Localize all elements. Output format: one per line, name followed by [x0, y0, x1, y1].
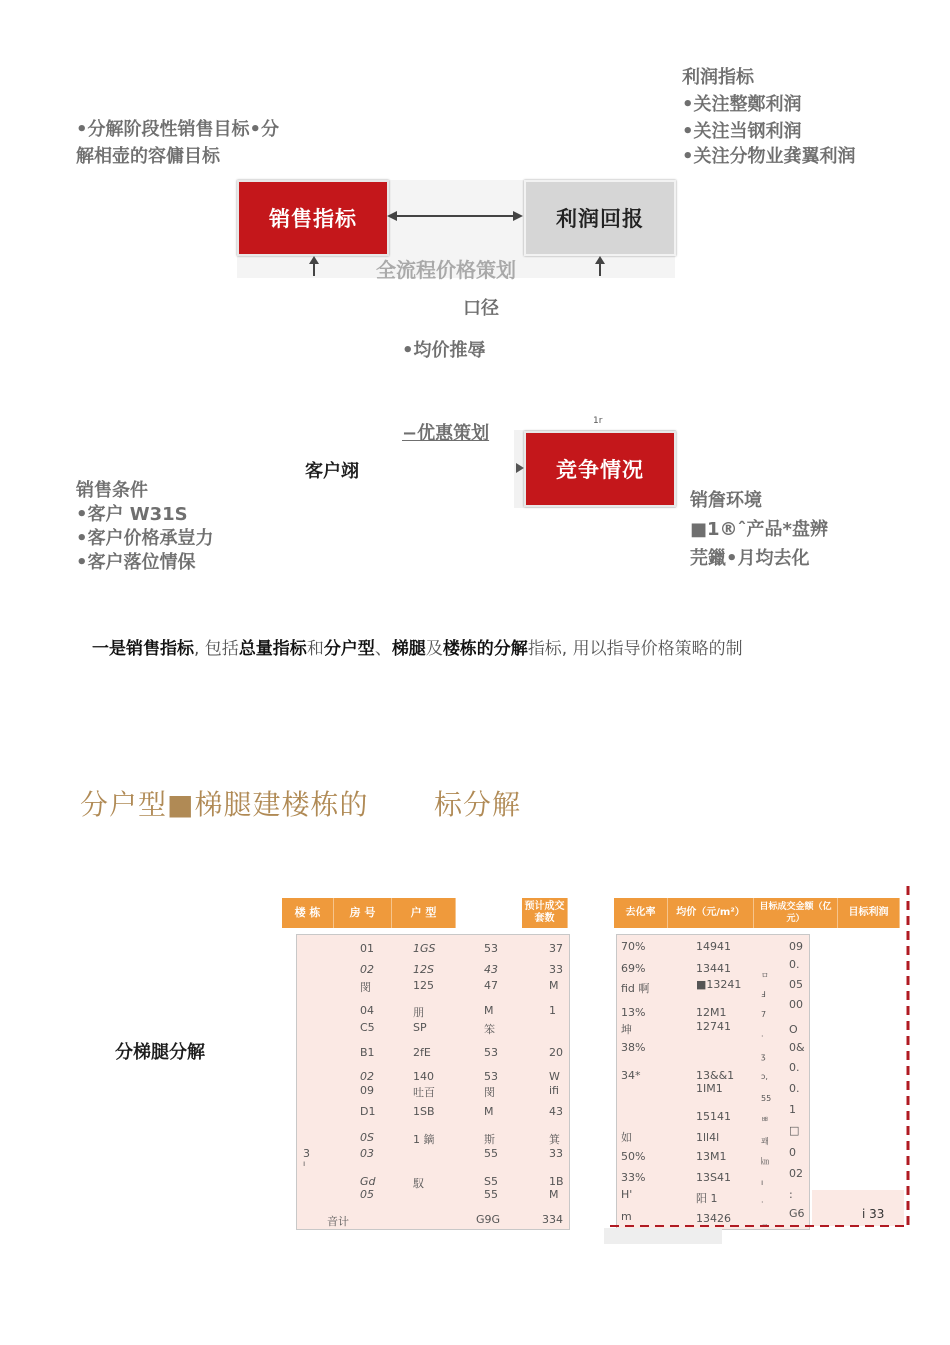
- table-right-cell: 0.: [789, 1061, 800, 1074]
- table-right-cell: 55: [761, 1094, 772, 1103]
- table-right-cell: 15141: [696, 1110, 731, 1123]
- table-right-cell: ɔ,: [761, 1072, 768, 1081]
- up-arrow-left-head: [309, 256, 319, 264]
- sales-conditions-item: •客户落位情保: [76, 552, 196, 573]
- table-right-cell: 0.: [789, 1082, 800, 1095]
- sentence-part: 、: [374, 639, 392, 659]
- table-right-cell: O: [789, 1023, 798, 1036]
- table-right-cell: 05: [789, 978, 803, 991]
- table-right-cell: 00: [789, 998, 803, 1011]
- section-title-b: 标分解: [434, 788, 522, 821]
- sentence-part: 分户型: [323, 639, 375, 659]
- sentence-part: 和: [306, 639, 324, 659]
- table-left-cell: 33: [549, 963, 563, 976]
- table-left-cell: 04: [360, 1004, 374, 1017]
- table-left-cell: 09: [360, 1084, 374, 1097]
- total-label: 音计: [327, 1215, 349, 1228]
- profit-note-item: •关注整鄭利润: [682, 94, 802, 115]
- table-left-cell: M: [484, 1004, 494, 1017]
- table-right-cell: 69%: [621, 962, 646, 975]
- table-right-cell: H': [621, 1188, 633, 1201]
- table-left-cell: 1SB: [413, 1105, 435, 1118]
- row-mark: ı: [303, 1159, 306, 1168]
- table-right-cell: 12741: [696, 1020, 731, 1033]
- table-left-cell: 33: [549, 1147, 563, 1160]
- table-left-cell: 1 鏑: [413, 1133, 435, 1146]
- table-right-cell: m: [621, 1210, 632, 1223]
- table-right-cell: 1IM1: [696, 1082, 723, 1095]
- table-right-cell: 13S41: [696, 1171, 731, 1184]
- sentence-part: 楼栋的分解: [442, 639, 528, 659]
- table-left-header: 房 号: [334, 898, 392, 928]
- table-left-cell: 43: [549, 1105, 563, 1118]
- table-left-cell: 53: [484, 1046, 498, 1059]
- table-right-header: 目标成交金额（亿元）: [754, 898, 838, 928]
- table-right-cell: 34*: [621, 1069, 641, 1082]
- table-left-cell: 馭: [413, 1177, 424, 1190]
- table-right-cell: fid 啊: [621, 982, 650, 995]
- sentence-part: 梯腿: [391, 639, 426, 659]
- table-left-cell: M: [484, 1105, 494, 1118]
- table-left-cell: 47: [484, 979, 498, 992]
- profit-return-label: 利润回报: [556, 207, 644, 231]
- table-right-cell: 13441: [696, 962, 731, 975]
- table-left-cell: 37: [549, 942, 563, 955]
- section-title-a: 分户型■梯腿建楼栋的: [80, 788, 369, 821]
- table-left-header: 预计成交套数: [522, 898, 568, 928]
- table-left-cell: 閔: [360, 981, 371, 994]
- table-right-cell: G6: [789, 1207, 805, 1220]
- table-right-cell: ı: [761, 1178, 764, 1187]
- strategy-label: 全流程价格策划: [376, 258, 516, 282]
- table-right-cell: ㅃ: [761, 1115, 769, 1124]
- table-right-cell: 70%: [621, 940, 646, 953]
- sales-conditions-item: •客户价格承豈力: [76, 528, 214, 549]
- sentence-part: 及: [425, 639, 443, 659]
- customer-label: 客户翊: [305, 461, 359, 482]
- table-left-header: 楼 栋: [282, 898, 334, 928]
- table-right-cell: 阳 1: [696, 1192, 718, 1205]
- table-right-cell: 13426: [696, 1212, 731, 1225]
- table-right-cell: 13%: [621, 1006, 646, 1019]
- table-right-cell: 50%: [621, 1150, 646, 1163]
- table-left-cell: 43: [484, 963, 498, 976]
- table-left-cell: ifi: [549, 1084, 559, 1097]
- sentence-part: 一是销售指标: [92, 639, 194, 659]
- left-note: [76, 117, 279, 169]
- table-left-cell: M: [549, 979, 559, 992]
- table-right-cell: 1: [789, 1103, 796, 1116]
- table-right-cell: 7: [761, 1010, 767, 1019]
- table-left-cell: 1B: [549, 1175, 564, 1188]
- table-right-cell: Ⅎ: [761, 990, 766, 999]
- table-right-cell: 坤: [621, 1023, 632, 1036]
- sales-conditions-item: •客户 W31S: [76, 504, 188, 525]
- table-left-cell: 1GS: [413, 942, 436, 955]
- caliber-label: 口径: [463, 298, 499, 319]
- table-right-cell: ʒ: [761, 1052, 766, 1061]
- table-right-cell: 꽤: [761, 1137, 769, 1146]
- table-right-header: 均价（元/m²）: [668, 898, 754, 928]
- table-left-cell: 0S: [360, 1131, 374, 1144]
- table-right-cell: 0&: [789, 1041, 805, 1054]
- table-left-cell: 12S: [413, 963, 434, 976]
- profit-note-item: •关注分物业龚翼利润: [682, 146, 856, 167]
- sales-conditions: [76, 479, 214, 575]
- arrow-head-right: [513, 211, 523, 221]
- side-label: 分梯腿分解: [115, 1042, 205, 1063]
- sales-environment: [690, 486, 828, 573]
- table-left-cell: M: [549, 1188, 559, 1201]
- table-left-cell: 箕: [549, 1133, 560, 1146]
- table-right-cell: ㎞: [761, 1157, 769, 1166]
- sentence-part: 指标, 用以指导价格策略的制: [527, 639, 743, 659]
- table-right-cell: 14941: [696, 940, 731, 953]
- competition-label: 竞争情况: [556, 458, 644, 482]
- table-right-smudge: [604, 1228, 722, 1244]
- table-right-cell: 02: [789, 1167, 803, 1180]
- table-right-cell: 0: [789, 1146, 796, 1159]
- table-left-cell: 03: [360, 1147, 374, 1160]
- arrow-head: [516, 463, 524, 473]
- competition-box: [524, 431, 676, 507]
- footer-number: i 33: [862, 1207, 885, 1221]
- table-left-cell: 笨: [484, 1023, 495, 1036]
- table-right-cell: ·: [761, 1032, 764, 1041]
- table-right-cell: 1ll4l: [696, 1131, 720, 1144]
- arrow-head-left: [387, 211, 397, 221]
- sentence-part: , 包括: [194, 639, 239, 659]
- profit-note-title: 利润指标: [682, 67, 754, 88]
- dashed-frame: [600, 880, 920, 1230]
- table-right-cell: ■13241: [696, 978, 742, 991]
- tiny-mark: 1r: [593, 416, 603, 426]
- table-left-cell: 140: [413, 1070, 434, 1083]
- table-left-cell: 1: [549, 1004, 556, 1017]
- table-right-cell: 12M1: [696, 1006, 727, 1019]
- table-right-cell: 09: [789, 940, 803, 953]
- table-right-cell: □: [789, 1124, 800, 1137]
- table-left-cell: D1: [360, 1105, 376, 1118]
- table-left-header: 户 型: [392, 898, 456, 928]
- table-left-cell: 55: [484, 1147, 498, 1160]
- avg-price-label: •均价推辱: [402, 340, 486, 361]
- sales-environment-title: 销詹环境: [690, 490, 762, 511]
- sentence-part: 总量指标: [238, 639, 307, 659]
- table-right-cell: 0.: [789, 958, 800, 971]
- total-count: G9G: [476, 1213, 501, 1226]
- sales-conditions-title: 销售条件: [76, 480, 148, 501]
- table-left-cell: 02: [360, 963, 374, 976]
- table-left-cell: 53: [484, 942, 498, 955]
- table-left-cell: 閔: [484, 1086, 495, 1099]
- table-left-cell: 125: [413, 979, 434, 992]
- table-left-cell: 斯: [484, 1133, 495, 1146]
- table-right-header: 目标利润: [838, 898, 900, 928]
- table-left-cell: C5: [360, 1021, 375, 1034]
- table-left-cell: 05: [360, 1188, 374, 1201]
- table-right-cell: 33%: [621, 1171, 646, 1184]
- discount-label: −优惠策划: [402, 423, 490, 444]
- table-left-cell: Gd: [360, 1175, 376, 1188]
- table-left-cell: 53: [484, 1070, 498, 1083]
- table-right-cell: ·: [761, 1198, 764, 1207]
- table-left-cell: 吐百: [413, 1086, 435, 1099]
- sales-environment-item: ■1®ˆ产品*盘辨: [690, 519, 828, 540]
- sales-target-label: 销售指标: [269, 207, 357, 231]
- body-sentence: [92, 634, 743, 659]
- left-note-line: •分解阶段性销售目标•分: [76, 119, 280, 140]
- left-note-line: 解相壶的容傭目标: [76, 146, 220, 167]
- table-left-cell: B1: [360, 1046, 375, 1059]
- row-mark: 3: [303, 1147, 310, 1160]
- table-left-cell: 02: [360, 1070, 374, 1083]
- total-units: 334: [542, 1213, 563, 1226]
- table-left-cell: S5: [484, 1175, 498, 1188]
- table-left-cell: SP: [413, 1021, 427, 1034]
- table-left-cell: 01: [360, 942, 374, 955]
- profit-note: [682, 65, 856, 169]
- table-left-cell: 2fE: [413, 1046, 431, 1059]
- table-right-header: 去化率: [614, 898, 668, 928]
- table-right-cell: 38%: [621, 1041, 646, 1054]
- up-arrow-right-head: [595, 256, 605, 264]
- table-left-cell: W: [549, 1070, 560, 1083]
- table-right-cell: ᆯ: [761, 1219, 769, 1228]
- table-left-cell: 朋: [413, 1006, 424, 1019]
- table-right-cell: 如: [621, 1131, 632, 1144]
- sales-environment-item: 芫鑞•月均去化: [690, 548, 810, 569]
- table-right-cell: 13&&1: [696, 1069, 735, 1082]
- table-right-cell: 13M1: [696, 1150, 727, 1163]
- table-left-cell: 55: [484, 1188, 498, 1201]
- profit-note-item: •关注当钢利润: [682, 121, 802, 142]
- table-right-cell: :: [789, 1188, 793, 1201]
- table-right-cell: ㅁ: [761, 971, 769, 980]
- table-left-cell: 20: [549, 1046, 563, 1059]
